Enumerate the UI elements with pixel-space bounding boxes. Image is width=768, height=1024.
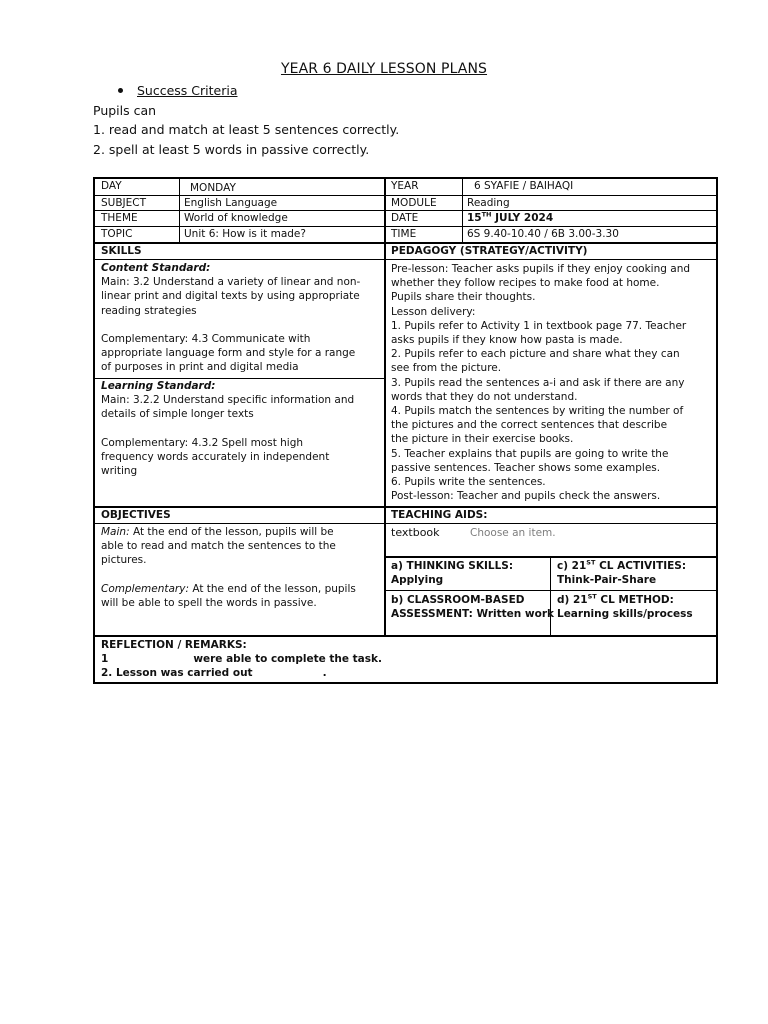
criteria-item: 2. spell at least 5 words in passive correctly. — [93, 142, 370, 157]
content-standard: Content Standard: Main: 3.2 Understand a variety of linear and non- linear print and digital texts by using appropriate reading strategies Complementary: 4.3 Communicate with appropriate language form and style for a range of purposes in print and digital media — [101, 262, 361, 374]
subject-value: English Language — [184, 197, 278, 209]
day-label: DAY — [101, 180, 122, 192]
classroom-assessment: b) CLASSROOM-BASED ASSESSMENT: Written work — [391, 594, 554, 621]
objectives-text: Main: At the end of the lesson, pupils will be able to read and match the sentences to the pictures. Complementary: At the end of the lesson, pupils will be able to spell the words in passive. — [101, 526, 356, 610]
theme-label: THEME — [101, 212, 138, 224]
reflection-label: REFLECTION / REMARKS: — [101, 639, 247, 651]
day-value: MONDAY — [190, 182, 236, 194]
module-value: Reading — [467, 197, 510, 209]
bullet-icon — [118, 88, 123, 93]
teaching-aid-dropdown[interactable]: Choose an item. — [470, 527, 556, 539]
pedagogy-activities: Pre-lesson: Teacher asks pupils if they enjoy cooking and whether they follow recipes to make food at home. Pupils share their thoughts. Lesson delivery: 1. Pupils refer to Activity 1 in textbook page 77. Teacher asks pupils if they know how pasta is made. 2. Pupils refer to each picture and share what they can see from the picture. 3. Pupils read the sentences a-i and ask if there are any words that they do not understand. 4. Pupils match the sentences by writing the number of the pictures and the correct sentences that describe the picture in their exercise books. 5. Teacher explains that pupils are going to write the passive sentences. Teacher shows some examples. 6. Pupils write the sentences. Post-lesson: Teacher and pupils check the answers. — [391, 263, 691, 503]
time-value: 6S 9.40-10.40 / 6B 3.00-3.30 — [467, 228, 619, 240]
subject-label: SUBJECT — [101, 197, 147, 209]
date-label: DATE — [391, 212, 419, 224]
teaching-aid-value: textbook — [391, 526, 440, 539]
pedagogy-header: PEDAGOGY (STRATEGY/ACTIVITY) — [391, 245, 588, 257]
year-value: 6 SYAFIE / BAIHAQI — [474, 180, 574, 192]
date-value: 15TH JULY 2024 — [467, 210, 554, 224]
topic-value: Unit 6: How is it made? — [184, 228, 306, 240]
year-label: YEAR — [391, 180, 419, 192]
topic-label: TOPIC — [101, 228, 133, 240]
skills-header: SKILLS — [101, 245, 142, 257]
page-title: YEAR 6 DAILY LESSON PLANS — [280, 61, 488, 77]
module-label: MODULE — [391, 197, 437, 209]
learning-standard: Learning Standard: Main: 3.2.2 Understand specific information and details of simple longer texts Complementary: 4.3.2 Spell most high frequency words accurately in independent writing — [101, 380, 355, 478]
cl-method: d) 21ST CL METHOD: Learning skills/process — [557, 592, 693, 621]
thinking-skills: a) THINKING SKILLS: Applying — [391, 560, 514, 587]
teaching-aids-header: TEACHING AIDS: — [391, 509, 488, 521]
pupils-can-text: Pupils can — [93, 103, 157, 118]
reflection-line-2: 2. Lesson was carried out . — [101, 667, 327, 679]
reflection-line-1: 1 were able to complete the task. — [101, 653, 382, 665]
success-criteria-heading: Success Criteria — [118, 83, 238, 98]
objectives-header: OBJECTIVES — [101, 509, 171, 521]
criteria-item: 1. read and match at least 5 sentences correctly. — [93, 122, 400, 137]
time-label: TIME — [391, 228, 417, 240]
theme-value: World of knowledge — [184, 212, 288, 224]
cl-activities: c) 21ST CL ACTIVITIES: Think-Pair-Share — [557, 558, 687, 587]
